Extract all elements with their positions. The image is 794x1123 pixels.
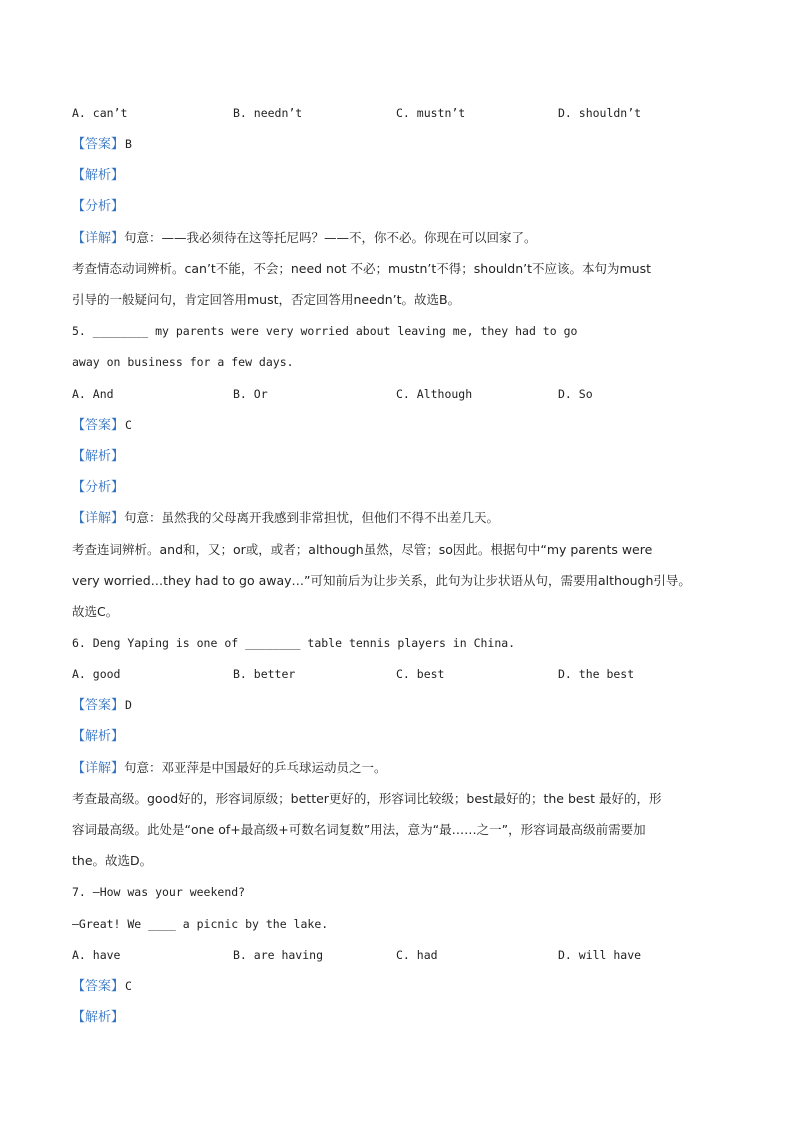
q5-answer-value: C (125, 418, 132, 432)
q7-stem-line-1: 7. —How was your weekend? (72, 885, 246, 899)
q4-explain-line-1: 考查情态动词辨析。can’t不能，不会；need not 不必；mustn’t不得；shouldn’t不应该。本句为must (72, 261, 652, 276)
q5-detail-text: 句意：虽然我的父母离开我感到非常担忧，但他们不得不出差几天。 (124, 510, 500, 525)
answer-label: 【答案】 (72, 979, 125, 994)
q5-option-d: D. So (558, 387, 593, 401)
q6-option-d: D. the best (558, 667, 635, 681)
q7-analysis-heading (72, 1007, 124, 1027)
q4-detail-text: 句意：——我必须待在这等托尼吗？——不，你不必。你现在可以回家了。 (124, 230, 537, 245)
q6-explain-line-1: 考查最高级。good好的，形容词原级；better更好的，形容词比较级；best最好的；the best 最好的，形 (72, 791, 662, 806)
q5-explain-line-3: 故选C。 (72, 604, 119, 619)
fenxi-label: 【分析】 (72, 480, 125, 495)
q4-option-a: A. can’t (72, 106, 128, 120)
q4-option-b: B. needn’t (233, 106, 303, 120)
analysis-label: 【解析】 (72, 449, 125, 464)
q6-stem: 6. Deng Yaping is one of ________ table tennis players in China. (72, 636, 516, 650)
detail-label: 【详解】 (72, 231, 125, 246)
q6-analysis-heading (72, 726, 124, 746)
q4-option-c: C. mustn’t (396, 106, 466, 120)
q6-option-b: B. better (233, 667, 296, 681)
q7-option-a: A. have (72, 948, 121, 962)
q6-detail (72, 758, 387, 778)
q4-fenxi-heading (72, 196, 124, 216)
q4-option-d: D. shouldn’t (558, 106, 642, 120)
q7-stem-line-2: —Great! We ____ a picnic by the lake. (72, 917, 329, 931)
q6-option-c: C. best (396, 667, 445, 681)
q6-explain-line-2: 容词最高级。此处是“one of+最高级+可数名词复数”用法，意为“最……之一”，形容词最高级前需要加 (72, 822, 646, 837)
q5-option-a: A. And (72, 387, 114, 401)
detail-label: 【详解】 (72, 511, 125, 526)
q5-detail (72, 508, 499, 528)
q4-explain-line-2: 引导的一般疑问句，肯定回答用must，否定回答用needn’t。故选B。 (72, 292, 461, 307)
q7-option-b: B. are having (233, 948, 324, 962)
q6-explain-line-3: the。故选D。 (72, 853, 153, 868)
q6-option-a: A. good (72, 667, 121, 681)
q6-answer-value: D (125, 698, 132, 712)
q4-answer (72, 134, 132, 154)
q5-option-c: C. Although (396, 387, 473, 401)
detail-label: 【详解】 (72, 761, 125, 776)
q5-answer (72, 415, 132, 435)
answer-label: 【答案】 (72, 698, 125, 713)
analysis-label: 【解析】 (72, 729, 125, 744)
q5-explain-line-2: very worried…they had to go away…”可知前后为让步关系，此句为让步状语从句，需要用although引导。 (72, 573, 691, 588)
q5-option-b: B. Or (233, 387, 268, 401)
analysis-label: 【解析】 (72, 168, 125, 183)
q5-fenxi-heading (72, 477, 124, 497)
q4-answer-value: B (125, 137, 132, 151)
q7-answer-value: C (125, 979, 132, 993)
q4-analysis-heading (72, 165, 124, 185)
q7-option-c: C. had (396, 948, 438, 962)
q5-analysis-heading (72, 446, 124, 466)
q6-detail-text: 句意：邓亚萍是中国最好的乒乓球运动员之一。 (124, 760, 387, 775)
q7-answer (72, 976, 132, 996)
analysis-label: 【解析】 (72, 1010, 125, 1025)
q4-detail (72, 228, 537, 248)
fenxi-label: 【分析】 (72, 199, 125, 214)
q5-stem-line-2: away on business for a few days. (72, 355, 294, 369)
q6-answer (72, 695, 132, 715)
q7-option-d: D. will have (558, 948, 642, 962)
q5-explain-line-1: 考查连词辨析。and和，又；or或，或者；although虽然，尽管；so因此。根据句中“my parents were (72, 542, 653, 557)
q5-stem-line-1: 5. ________ my parents were very worried about leaving me, they had to go (72, 324, 578, 338)
answer-label: 【答案】 (72, 137, 125, 152)
answer-label: 【答案】 (72, 418, 125, 433)
